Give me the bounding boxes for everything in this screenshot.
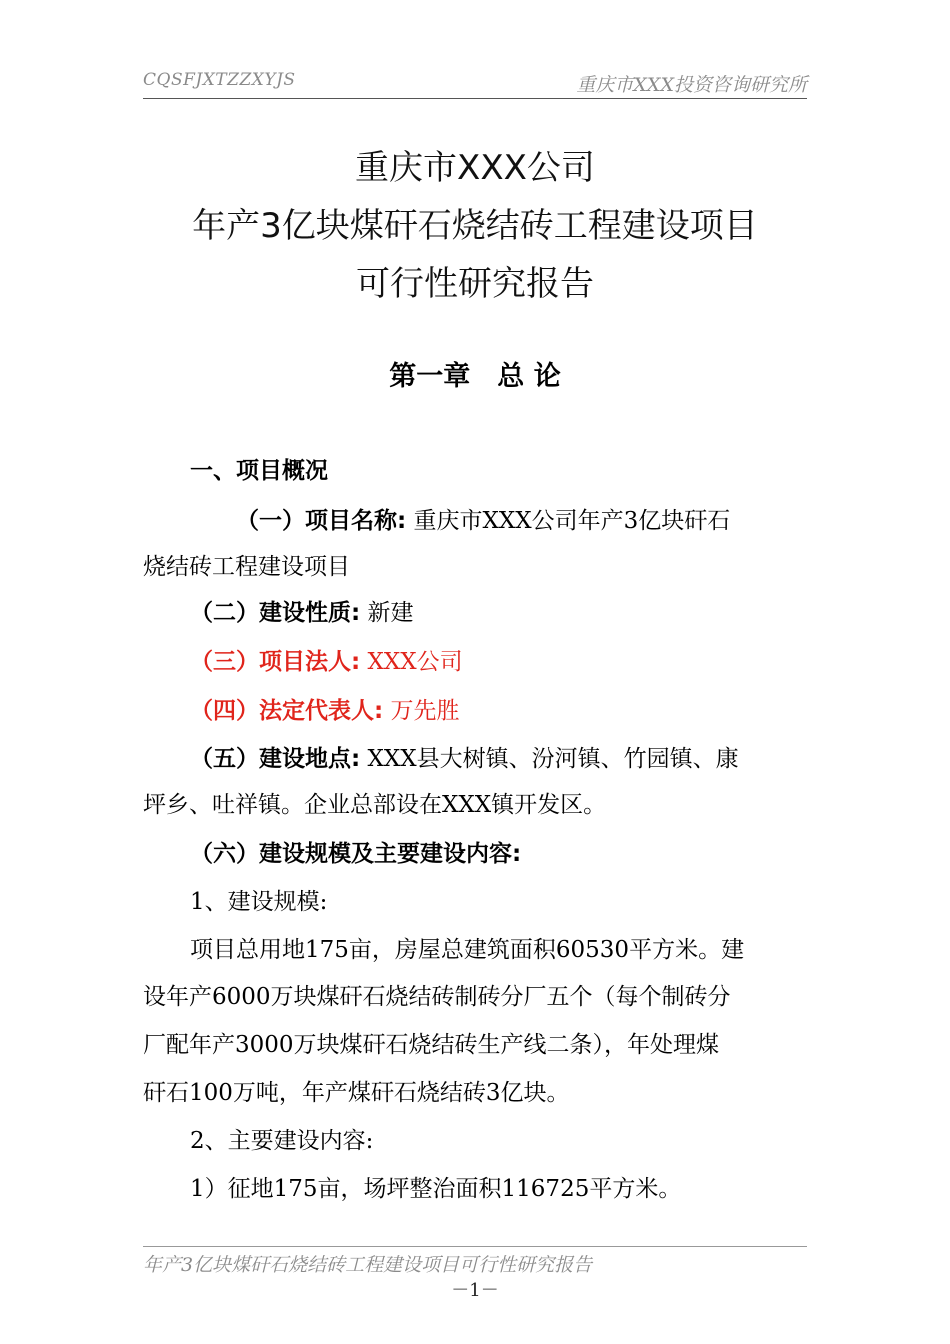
scale-para-line-1: 项目总用地175亩，房屋总建筑面积60530平方米。建 bbox=[190, 937, 745, 963]
item-legal-entity bbox=[190, 647, 463, 677]
item-scale-heading: （六）建设规模及主要建设内容: bbox=[190, 841, 522, 867]
project-name-continued: 烧结砖工程建设项目 bbox=[143, 554, 350, 580]
representative-value: 万先胜 bbox=[390, 698, 460, 724]
content-item-1: 1）征地175亩，场坪整治面积116725平方米。 bbox=[190, 1176, 682, 1202]
subheading-scale: 1、建设规模: bbox=[190, 889, 328, 915]
header-institute: 重庆市XXX投资咨询研究所 bbox=[576, 74, 807, 96]
page-number: －1－ bbox=[451, 1280, 499, 1301]
footer-title: 年产3亿块煤矸石烧结砖工程建设项目可行性研究报告 bbox=[143, 1254, 593, 1276]
item-construction-site bbox=[190, 744, 739, 774]
site-continued: 坪乡、吐祥镇。企业总部设在XXX镇开发区。 bbox=[143, 792, 607, 818]
scale-para-line-2: 设年产6000万块煤矸石烧结砖制砖分厂五个（每个制砖分 bbox=[143, 984, 731, 1010]
site-label: （五）建设地点: bbox=[190, 746, 361, 772]
page-header bbox=[143, 68, 807, 99]
title-company: 重庆市XXX公司 bbox=[355, 148, 595, 188]
nature-label: （二）建设性质: bbox=[190, 600, 361, 626]
legal-entity-value: XXX公司 bbox=[367, 649, 463, 675]
section-heading: 一、项目概况 bbox=[190, 458, 328, 484]
item-construction-nature bbox=[190, 598, 414, 628]
chapter-heading: 第一章 总 论 bbox=[389, 361, 561, 392]
item-project-name bbox=[236, 506, 730, 536]
project-name-value: 重庆市XXX公司年产3亿块矸石 bbox=[413, 508, 731, 534]
title-project: 年产3亿块煤矸石烧结砖工程建设项目 bbox=[192, 206, 758, 246]
project-name-label: （一）项目名称: bbox=[236, 508, 407, 534]
site-value: XXX县大树镇、汾河镇、竹园镇、康 bbox=[367, 746, 739, 772]
item-legal-representative bbox=[190, 696, 460, 726]
footer-divider bbox=[143, 1246, 807, 1247]
scale-para-line-4: 矸石100万吨，年产煤矸石烧结砖3亿块。 bbox=[143, 1080, 570, 1106]
header-code: CQSFJXTZZXYJS bbox=[143, 70, 296, 90]
representative-label: （四）法定代表人: bbox=[190, 698, 384, 724]
legal-entity-label: （三）项目法人: bbox=[190, 649, 361, 675]
subheading-content: 2、主要建设内容: bbox=[190, 1128, 374, 1154]
nature-value: 新建 bbox=[367, 600, 414, 626]
scale-para-line-3: 厂配年产3000万块煤矸石烧结砖生产线二条），年处理煤 bbox=[143, 1032, 720, 1058]
title-report: 可行性研究报告 bbox=[356, 264, 594, 304]
